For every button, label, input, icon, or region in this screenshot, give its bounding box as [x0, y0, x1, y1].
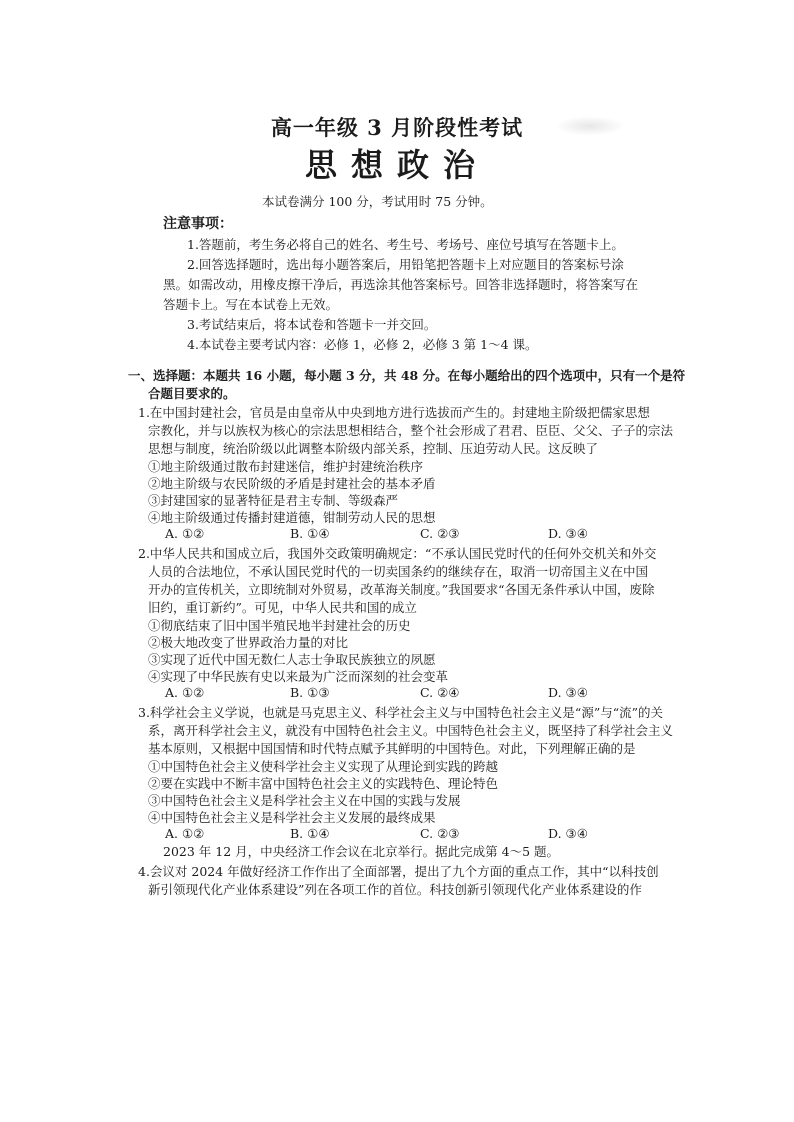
question-item: ①地主阶级通过散布封建迷信，维护封建统治秩序 — [148, 459, 424, 474]
option-c: C. ②④ — [420, 685, 460, 700]
question-item: ①彻底结束了旧中国半殖民地半封建社会的历史 — [148, 618, 411, 633]
option-d: D. ③④ — [548, 526, 588, 541]
exam-info: 本试卷满分 100 分，考试用时 75 分钟。 — [262, 194, 493, 209]
notice-line: 3.考试结束后，将本试卷和答题卡一并交回。 — [187, 317, 437, 332]
question-item: ①中国特色社会主义使科学社会主义实现了从理论到实践的跨越 — [148, 759, 499, 774]
question-item: ④地主阶级通过传播封建道德，钳制劳动人民的思想 — [148, 510, 436, 525]
question-stem: 2.中华人民共和国成立后，我国外交政策明确规定：“不承认国民党时代的任何外交机关和外交 — [138, 546, 657, 561]
question-stem: 人员的合法地位，不承认国民党时代的一切卖国条约的继续存在，取消一切帝国主义在中国 — [148, 564, 649, 579]
option-d: D. ③④ — [548, 826, 588, 841]
question-stem: 宗教化，并与以族权为核心的宗法思想相结合，整个社会形成了君君、臣臣、父父、子子的宗法 — [148, 423, 674, 438]
exam-title: 高一年级 3 月阶段性考试 — [270, 115, 524, 140]
notice-line: 2.回答选择题时，选出每小题答案后，用铅笔把答题卡上对应题目的答案标号涂 — [187, 257, 624, 272]
question-item: ④实现了中华民族有史以来最为广泛而深刻的社会变革 — [148, 669, 449, 684]
question-stem: 新引领现代化产业体系建设”列在各项工作的首位。科技创新引领现代化产业体系建设的作 — [148, 882, 642, 897]
question-stem: 思想与制度，统治阶级以此调整本阶级内部关系，控制、压迫劳动人民。这反映了 — [148, 441, 599, 456]
question-stem: 4.会议对 2024 年做好经济工作作出了全面部署，提出了九个方面的重点工作，其中“以科技创 — [138, 864, 659, 879]
question-item: ②地主阶级与农民阶级的矛盾是封建社会的基本矛盾 — [148, 476, 436, 491]
question-item: ②要在实践中不断丰富中国特色社会主义的实践特色、理论特色 — [148, 776, 499, 791]
question-stem: 基本原则，又根据中国国情和时代特点赋予其鲜明的中国特色。对此，下列理解正确的是 — [148, 741, 636, 756]
option-b: B. ①④ — [290, 826, 330, 841]
question-stem: 旧约，重订新约”。可见，中华人民共和国的成立 — [148, 600, 417, 615]
answer-options — [165, 685, 625, 701]
subject-title: 思想政治 — [304, 146, 489, 184]
notice-line: 答题卡上。写在本试卷上无效。 — [163, 297, 339, 312]
section-heading: 一、选择题：本题共 16 小题，每小题 3 分，共 48 分。在每小题给出的四个选项中，只有一个是符 — [128, 368, 686, 383]
option-b: B. ①③ — [290, 685, 330, 700]
option-a: A. ①② — [165, 526, 205, 541]
question-item: ②极大地改变了世界政治力量的对比 — [148, 635, 349, 650]
question-stem: 系，离开科学社会主义，就没有中国特色社会主义。中国特色社会主义，既坚持了科学社会主义 — [148, 723, 674, 738]
answer-options — [165, 526, 625, 542]
option-d: D. ③④ — [548, 685, 588, 700]
notice-heading: 注意事项： — [163, 216, 233, 232]
shared-lead: 2023 年 12 月，中央经济工作会议在北京举行。据此完成第 4～5 题。 — [163, 844, 559, 859]
notice-line: 4.本试卷主要考试内容：必修 1，必修 2，必修 3 第 1～4 课。 — [187, 337, 538, 352]
section-heading: 合题目要求的。 — [148, 386, 236, 401]
question-item: ④中国特色社会主义是科学社会主义发展的最终成果 — [148, 810, 436, 825]
option-a: A. ①② — [165, 685, 205, 700]
notice-line: 黑。如需改动，用橡皮擦干净后，再选涂其他答案标号。回答非选择题时，将答案写在 — [163, 277, 639, 292]
question-item: ③中国特色社会主义是科学社会主义在中国的实践与发展 — [148, 793, 461, 808]
question-item: ③实现了近代中国无数仁人志士争取民族独立的夙愿 — [148, 652, 436, 667]
question-stem: 3.科学社会主义学说，也就是马克思主义、科学社会主义与中国特色社会主义是“源”与“流”的关 — [138, 705, 663, 720]
question-stem: 开办的宣传机关，立即统制对外贸易，改革海关制度。”我国要求“各国无条件承认中国，废除 — [148, 582, 655, 597]
answer-options — [165, 826, 625, 842]
question-stem: 1.在中国封建社会，官员是由皇帝从中央到地方进行选拔而产生的。封建地主阶级把儒家思想 — [138, 405, 650, 420]
option-c: C. ②③ — [420, 826, 460, 841]
option-b: B. ①④ — [290, 526, 330, 541]
notice-line: 1.答题前，考生务必将自己的姓名、考生号、考场号、座位号填写在答题卡上。 — [187, 237, 624, 252]
option-c: C. ②③ — [420, 526, 460, 541]
option-a: A. ①② — [165, 826, 205, 841]
question-item: ③封建国家的显著特征是君主专制、等级森严 — [148, 493, 399, 508]
